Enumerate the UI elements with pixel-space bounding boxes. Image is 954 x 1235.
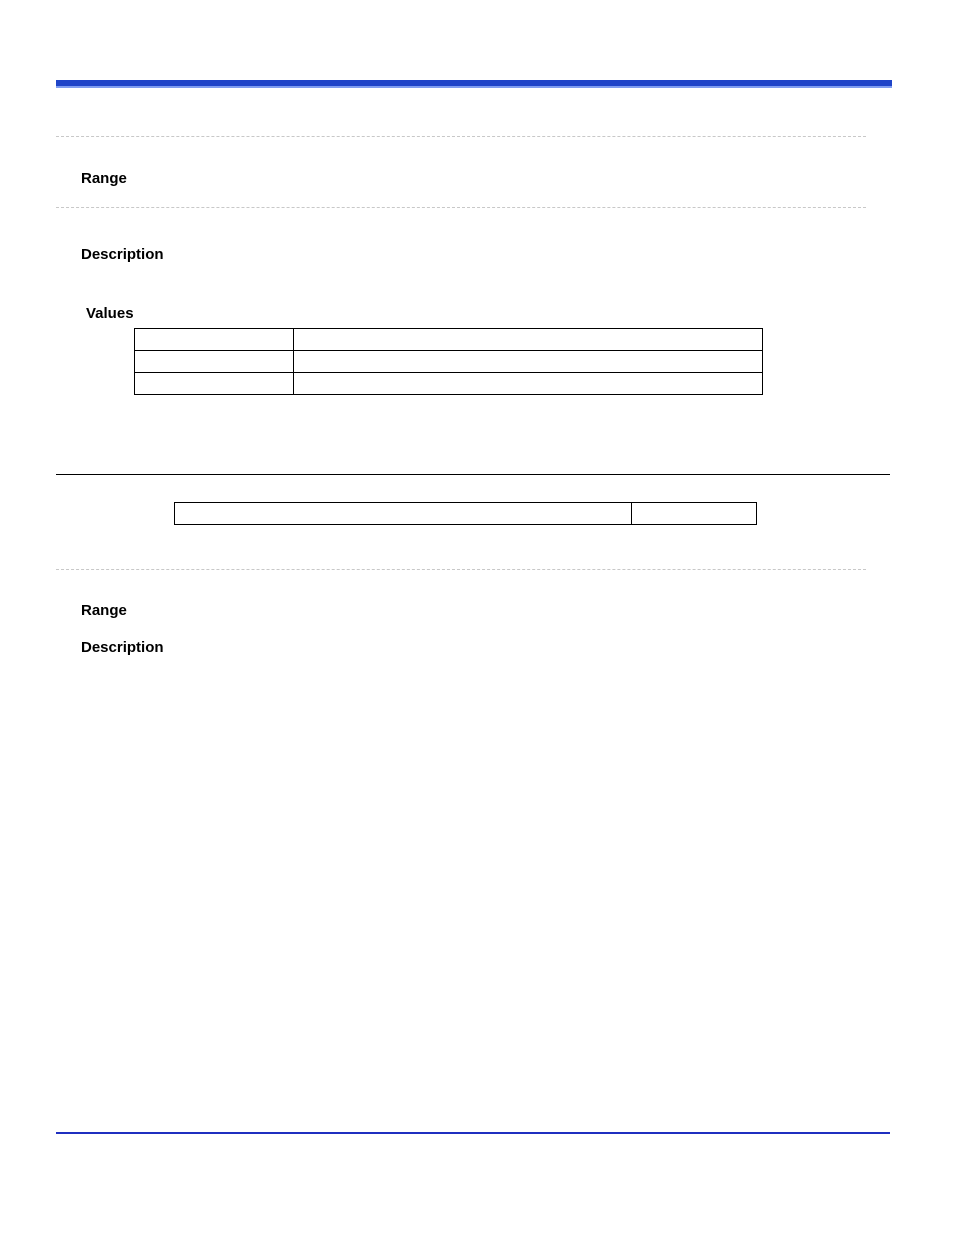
range-heading-1: Range (81, 170, 127, 187)
section-divider-range (56, 207, 866, 208)
values-cell-key (135, 329, 294, 351)
values-cell-desc (293, 329, 762, 351)
header-accent-bar (56, 80, 892, 86)
values-cell-key (135, 373, 294, 395)
table-row (135, 351, 763, 373)
description-heading-1: Description (81, 246, 164, 263)
table-row (135, 373, 763, 395)
values-heading: Values (86, 305, 134, 322)
range-heading-2: Range (81, 602, 127, 619)
description-heading-2: Description (81, 639, 164, 656)
summary-table (174, 502, 757, 525)
values-table (134, 328, 763, 395)
values-cell-key (135, 351, 294, 373)
values-cell-desc (293, 373, 762, 395)
footer-rule (56, 1132, 890, 1134)
values-cell-desc (293, 351, 762, 373)
table-row (135, 329, 763, 351)
section-divider-top (56, 136, 866, 137)
table-row (175, 503, 757, 525)
section-divider-bottom (56, 569, 866, 570)
section-separator (56, 474, 890, 475)
summary-cell-value (632, 503, 757, 525)
summary-cell-name (175, 503, 632, 525)
